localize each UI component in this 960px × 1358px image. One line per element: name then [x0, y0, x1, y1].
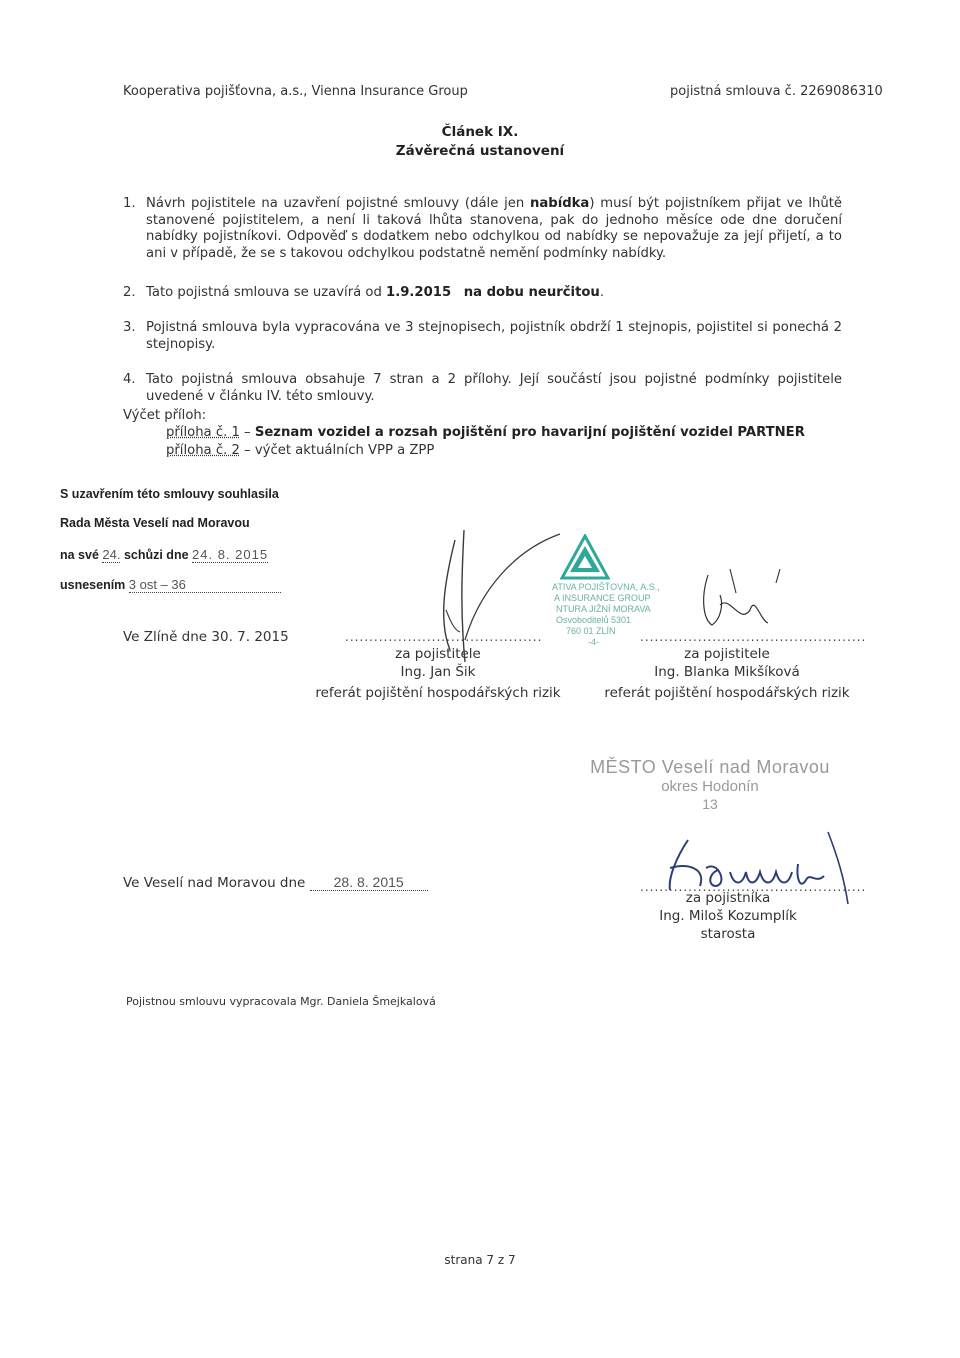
paragraph-2-duration: na dobu neurčitou	[463, 285, 600, 300]
approval-line-1: S uzavřením této smlouvy souhlasila	[60, 487, 279, 501]
paragraph-3-number: 3.	[123, 320, 136, 335]
paragraph-2-text: Tato pojistná smlouva se uzavírá od	[146, 285, 387, 300]
company-stamp-line-4: Osvoboditelů 5301	[556, 615, 632, 625]
approval-session-number: 24.	[102, 547, 121, 562]
paragraph-4: Tato pojistná smlouva obsahuje 7 stran a 2 přílohy. Její součástí jsou pojistné podmínky pojistitele uvedené v článku IV. této smlouvy.	[146, 372, 842, 404]
annex-2	[166, 443, 434, 458]
company-stamp-line-6: -4-	[588, 637, 599, 647]
annex-1-text: Seznam vozidel a rozsah pojištění pro havarijní pojištění vozidel PARTNER	[254, 425, 805, 440]
approval-line-3-b: schůzi dne	[120, 548, 193, 562]
city-stamp-line-2: okres Hodonín	[661, 778, 759, 795]
client-title: starosta	[700, 926, 756, 942]
insurer-place-date: Ve Zlíně dne 30. 7. 2015	[123, 629, 289, 645]
paragraph-1-number: 1.	[123, 196, 136, 211]
paragraph-2-end: .	[599, 285, 605, 300]
client-name: Ing. Miloš Kozumplík	[659, 908, 797, 924]
paragraph-1-text-a: Návrh pojistitele na uzavření pojistné smlouvy (dále jen	[146, 196, 530, 211]
annex-1-dash: –	[239, 425, 255, 440]
approval-resolution-number: 3 ost – 36	[129, 577, 281, 593]
annex-1	[166, 425, 805, 440]
paragraph-1-text-b: ) musí být pojistníkem přijat ve lhůtě stanovené pojistitelem, a není li taková lhůta stanovena, pak do jednoho měsíce ode dne doručení nabídky pojistníkovi. Odpověď s dodatkem nebo odchylkou od nabídky se nepovažuje za její přijetí, a to ani v případě, že se s takovou odchylkou podstatně nemění podmínky nabídky.	[146, 196, 843, 261]
header-contract-number: pojistná smlouva č. 2269086310	[670, 84, 883, 99]
insurer-right-name: Ing. Blanka Mikšíková	[654, 664, 800, 680]
approval-line-2: Rada Města Veselí nad Moravou	[60, 516, 250, 530]
annex-heading: Výčet příloh:	[123, 408, 207, 423]
insurer-logo-icon	[560, 534, 610, 584]
paragraph-4-number: 4.	[123, 372, 136, 387]
company-stamp-line-2: A INSURANCE GROUP	[554, 593, 651, 603]
article-number: Článek IX.	[441, 124, 519, 140]
city-stamp-line-3: 13	[702, 796, 718, 812]
insurer-left-name: Ing. Jan Šik	[400, 664, 476, 680]
annex-2-text: výčet aktuálních VPP a ZPP	[254, 443, 435, 458]
company-stamp-line-1: ATIVA POJIŠŤOVNA, A.S.,	[552, 582, 660, 592]
annex-2-dash: –	[239, 443, 255, 458]
annex-2-label: příloha č. 2	[166, 443, 240, 458]
approval-line-3	[60, 547, 268, 562]
paragraph-2-start-date: 1.9.2015	[386, 285, 452, 300]
article-name: Závěrečná ustanovení	[395, 143, 565, 159]
client-signature-line: ...............................................	[640, 880, 867, 894]
client-place: Ve Veselí nad Moravou dne	[123, 875, 310, 891]
insurer-left-department: referát pojištění hospodářských rizik	[315, 685, 561, 701]
paragraph-1	[146, 196, 842, 262]
insurer-left-role: za pojistitele	[395, 646, 481, 662]
approval-line-4-a: usnesením	[60, 578, 129, 592]
paragraph-3: Pojistná smlouva byla vypracována ve 3 stejnopisech, pojistník obdrží 1 stejnopis, pojistitel si ponechá 2 stejnopisy.	[146, 320, 842, 352]
paragraph-2-number: 2.	[123, 285, 136, 300]
page-number: strana 7 z 7	[444, 1253, 516, 1267]
insurer-right-signature-line: ...............................................	[640, 630, 867, 644]
annex-1-label: příloha č. 1	[166, 425, 240, 440]
company-stamp-line-5: 760 01 ZLÍN	[566, 626, 616, 636]
client-role: za pojistníka	[685, 890, 771, 906]
insurer-right-department: referát pojištění hospodářských rizik	[604, 685, 850, 701]
header-company: Kooperativa pojišťovna, a.s., Vienna Insurance Group	[123, 84, 468, 99]
insurer-right-signature-icon	[690, 565, 790, 640]
city-stamp-line-1: MĚSTO Veselí nad Moravou	[590, 757, 830, 777]
paragraph-2	[146, 285, 842, 302]
approval-line-4	[60, 577, 281, 593]
client-place-date	[123, 874, 428, 891]
company-stamp-line-3: NTURA JIŽNÍ MORAVA	[556, 604, 651, 614]
insurer-right-role: za pojistitele	[684, 646, 770, 662]
approval-session-date: 24. 8. 2015	[192, 547, 269, 562]
client-signing-date: 28. 8. 2015	[310, 874, 428, 891]
prepared-by: Pojistnou smlouvu vypracovala Mgr. Daniela Šmejkalová	[126, 995, 436, 1008]
insurer-left-signature-line: .........................................	[345, 630, 543, 644]
approval-line-3-a: na své	[60, 548, 103, 562]
paragraph-1-bold: nabídka	[529, 196, 590, 211]
